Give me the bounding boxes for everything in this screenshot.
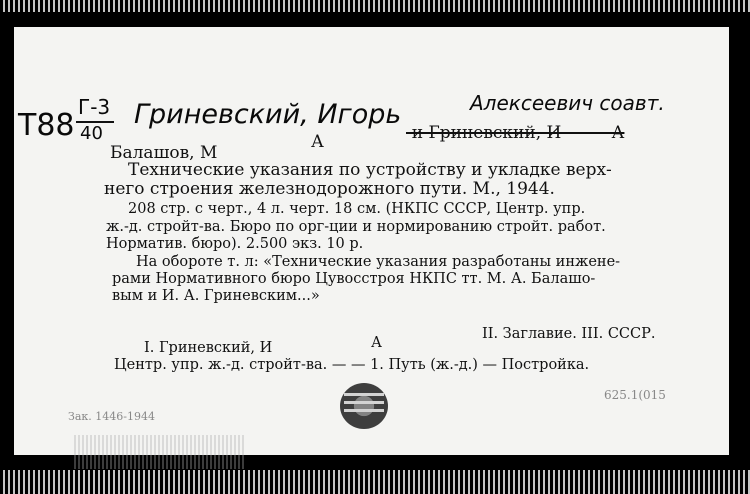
footer-right-code: 625.1(015 [604, 388, 666, 402]
handwritten-patronymic: Алексеевич соавт. [470, 91, 665, 115]
body-line-6: На обороте т. л: «Технические указания разработаны инжене- [136, 254, 621, 270]
body-line-3: 208 стр. с черт., 4 л. черт. 18 см. (НКПС СССР, Центр. упр. [128, 201, 586, 217]
footer-noise [74, 435, 244, 469]
handwritten-author: Гриневский, Игорь [134, 99, 402, 130]
body-line-7: рами Нормативного бюро Цувосстроя НКПС тт. М. А. Балашо- [112, 271, 596, 287]
top-border-noise [0, 0, 750, 12]
body-line-5: Норматив. бюро). 2.500 экз. 10 р. [106, 236, 364, 252]
body-line-4: ж.-д. стройт-ва. Бюро по орг-ции и нормированию стройт. работ. [106, 219, 606, 235]
call-number: Т88 [18, 108, 75, 143]
body-line-2: него строения железнодорожного пути. М., 1944. [104, 179, 555, 199]
tracing-line-1-right: II. Заглавие. III. СССР. [482, 326, 656, 342]
tracing-line-2: Центр. упр. ж.-д. стройт-ва. — — 1. Путь (ж.-д.) — Постройка. [114, 357, 590, 373]
call-fraction-bottom: 40 [80, 123, 103, 144]
tracing-line-1-left: I. Гриневский, И [144, 340, 273, 356]
tracing-line-1-initial: А [371, 335, 382, 351]
heading-initial: А [311, 132, 324, 152]
bottom-border-noise [0, 470, 750, 494]
library-stamp-icon [340, 383, 388, 429]
heading-author: Балашов, М [110, 143, 218, 163]
call-fraction-top: Г-3 [78, 95, 111, 119]
heading-coauthor-struck: -и Гриневский, И — — А [406, 123, 625, 143]
body-line-8: вым и И. А. Гриневским...» [112, 288, 320, 304]
footer-left-code: Зак. 1446-1944 [68, 410, 155, 423]
body-line-1: Технические указания по устройству и укладке верх- [128, 160, 612, 180]
